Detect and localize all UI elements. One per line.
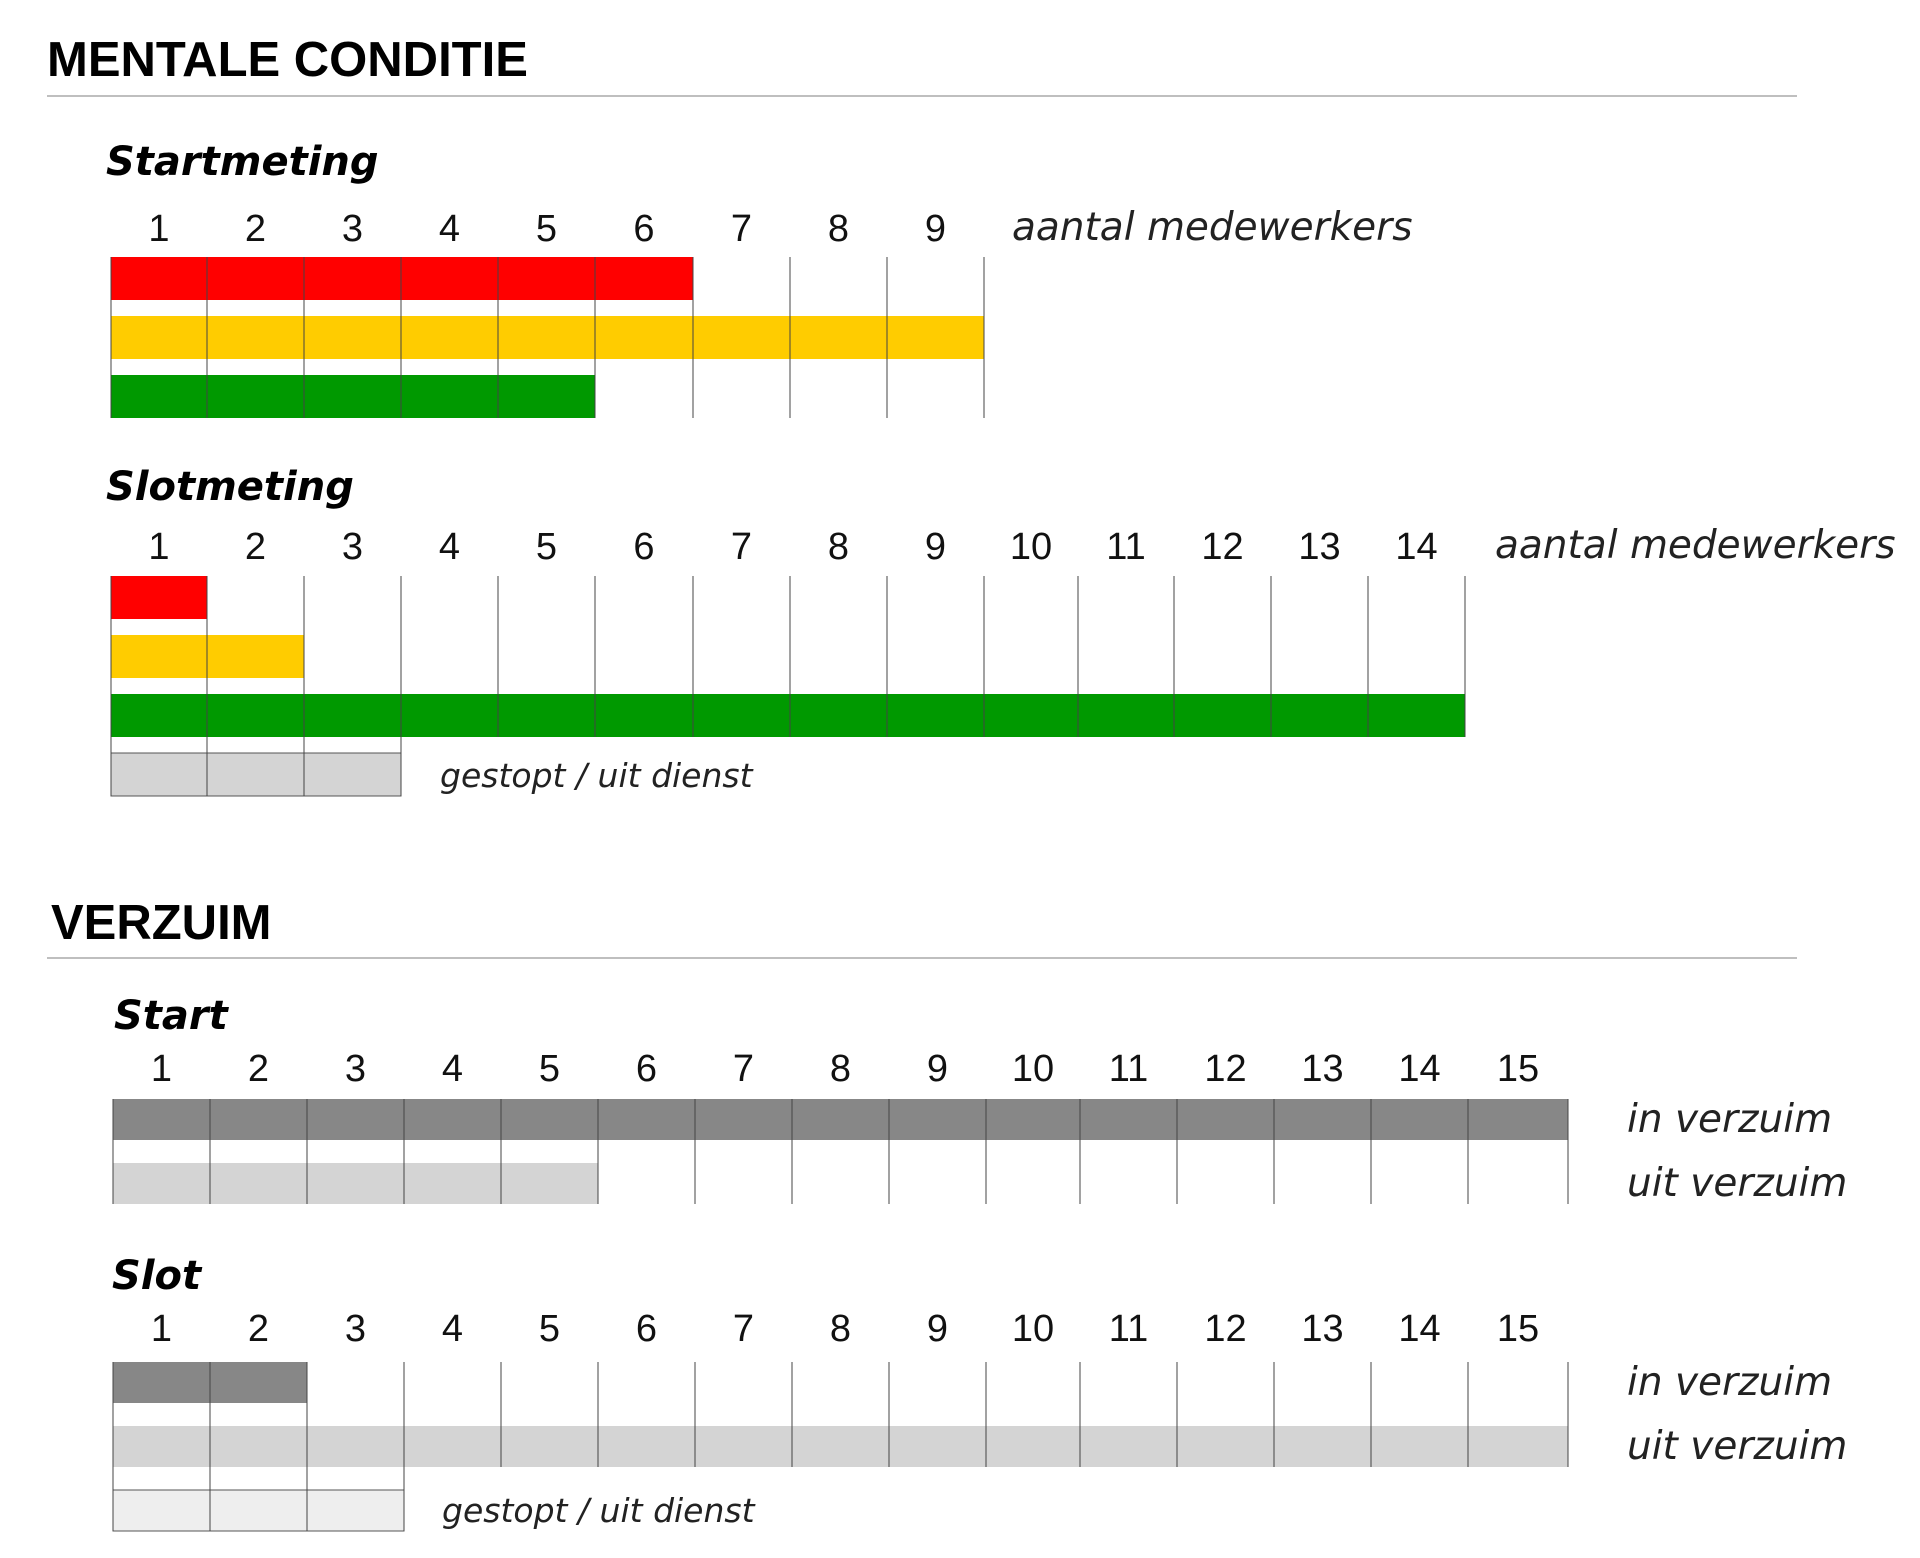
side-label-uit-verzuim: uit verzuim — [1627, 1161, 1848, 1206]
tick-label: 13 — [1301, 1308, 1344, 1350]
tick-label: 7 — [732, 1308, 755, 1350]
tick-label: 4 — [441, 1048, 464, 1090]
tick-label: 13 — [1301, 1048, 1344, 1090]
tick-label: 5 — [538, 1048, 561, 1090]
chart-title-slotmeting: Slotmeting — [106, 464, 354, 510]
tick-label: 11 — [1108, 1048, 1149, 1090]
tick-label: 2 — [247, 1308, 270, 1350]
tick-label: 2 — [244, 208, 267, 250]
tick-label: 6 — [633, 526, 655, 568]
tick-label: 5 — [535, 526, 558, 568]
bar-gestopt — [113, 1490, 404, 1531]
tick-label: 3 — [344, 1308, 367, 1350]
tick-label: 14 — [1395, 526, 1438, 568]
chart-verzuim-slot — [113, 1308, 1847, 1531]
bar-label-gestopt: gestopt / uit dienst — [440, 756, 753, 795]
chart-slotmeting — [111, 526, 1465, 796]
tick-label: 5 — [538, 1308, 561, 1350]
tick-label: 7 — [730, 526, 753, 568]
side-label-uit-verzuim: uit verzuim — [1627, 1424, 1848, 1469]
tick-label: 4 — [438, 526, 461, 568]
chart-startmeting — [111, 208, 984, 418]
tick-label: 6 — [635, 1048, 658, 1090]
section-heading-mentale-conditie: MENTALE CONDITIE — [47, 33, 528, 87]
bar-groen — [111, 375, 595, 418]
bar-gestopt — [111, 753, 401, 796]
tick-label: 3 — [341, 526, 364, 568]
side-label-in-verzuim: in verzuim — [1627, 1360, 1833, 1405]
bar-uit-verzuim — [113, 1426, 1568, 1467]
unit-label-startmeting: aantal medewerkers — [1012, 205, 1413, 250]
tick-label: 8 — [829, 1048, 852, 1090]
tick-label: 6 — [635, 1308, 658, 1350]
bar-rood — [111, 576, 207, 619]
bar-oranje — [111, 316, 984, 359]
tick-label: 5 — [535, 208, 558, 250]
tick-label: 13 — [1298, 526, 1341, 568]
tick-label: 11 — [1106, 526, 1146, 568]
section-heading-verzuim: VERZUIM — [51, 896, 272, 950]
chart-title-slot: Slot — [112, 1253, 202, 1299]
tick-label: 8 — [827, 208, 850, 250]
bar-in-verzuim — [113, 1099, 1568, 1140]
tick-label: 15 — [1496, 1048, 1540, 1090]
tick-label: 1 — [150, 1308, 173, 1350]
tick-label: 9 — [924, 526, 947, 568]
tick-label: 4 — [438, 208, 461, 250]
tick-label: 12 — [1204, 1308, 1247, 1350]
tick-label: 9 — [926, 1308, 949, 1350]
tick-label: 7 — [732, 1048, 755, 1090]
tick-label: 12 — [1201, 526, 1244, 568]
chart-title-start: Start — [114, 993, 228, 1039]
tick-label: 1 — [150, 1048, 173, 1090]
bar-rood — [111, 257, 693, 300]
tick-label: 3 — [341, 208, 364, 250]
tick-label: 10 — [1011, 1308, 1055, 1350]
tick-label: 1 — [148, 208, 170, 250]
tick-label: 11 — [1108, 1308, 1149, 1350]
bar-groen — [111, 694, 1465, 737]
chart-title-startmeting: Startmeting — [106, 139, 379, 185]
bar-uit-verzuim — [113, 1163, 598, 1204]
tick-label: 9 — [926, 1048, 949, 1090]
unit-label-slotmeting: aantal medewerkers — [1495, 523, 1896, 568]
tick-label: 12 — [1204, 1048, 1247, 1090]
tick-label: 2 — [244, 526, 267, 568]
tick-label: 2 — [247, 1048, 270, 1090]
tick-label: 10 — [1009, 526, 1053, 568]
bar-label-gestopt: gestopt / uit dienst — [442, 1491, 755, 1530]
tick-label: 14 — [1398, 1048, 1441, 1090]
tick-label: 14 — [1398, 1308, 1441, 1350]
chart-verzuim-start — [113, 1048, 1847, 1206]
tick-label: 4 — [441, 1308, 464, 1350]
tick-label: 15 — [1496, 1308, 1540, 1350]
tick-label: 3 — [344, 1048, 367, 1090]
tick-label: 9 — [924, 208, 947, 250]
side-label-in-verzuim: in verzuim — [1627, 1097, 1833, 1142]
tick-label: 1 — [148, 526, 170, 568]
tick-label: 8 — [827, 526, 850, 568]
tick-label: 7 — [730, 208, 753, 250]
tick-label: 8 — [829, 1308, 852, 1350]
tick-label: 10 — [1011, 1048, 1055, 1090]
tick-label: 6 — [633, 208, 655, 250]
